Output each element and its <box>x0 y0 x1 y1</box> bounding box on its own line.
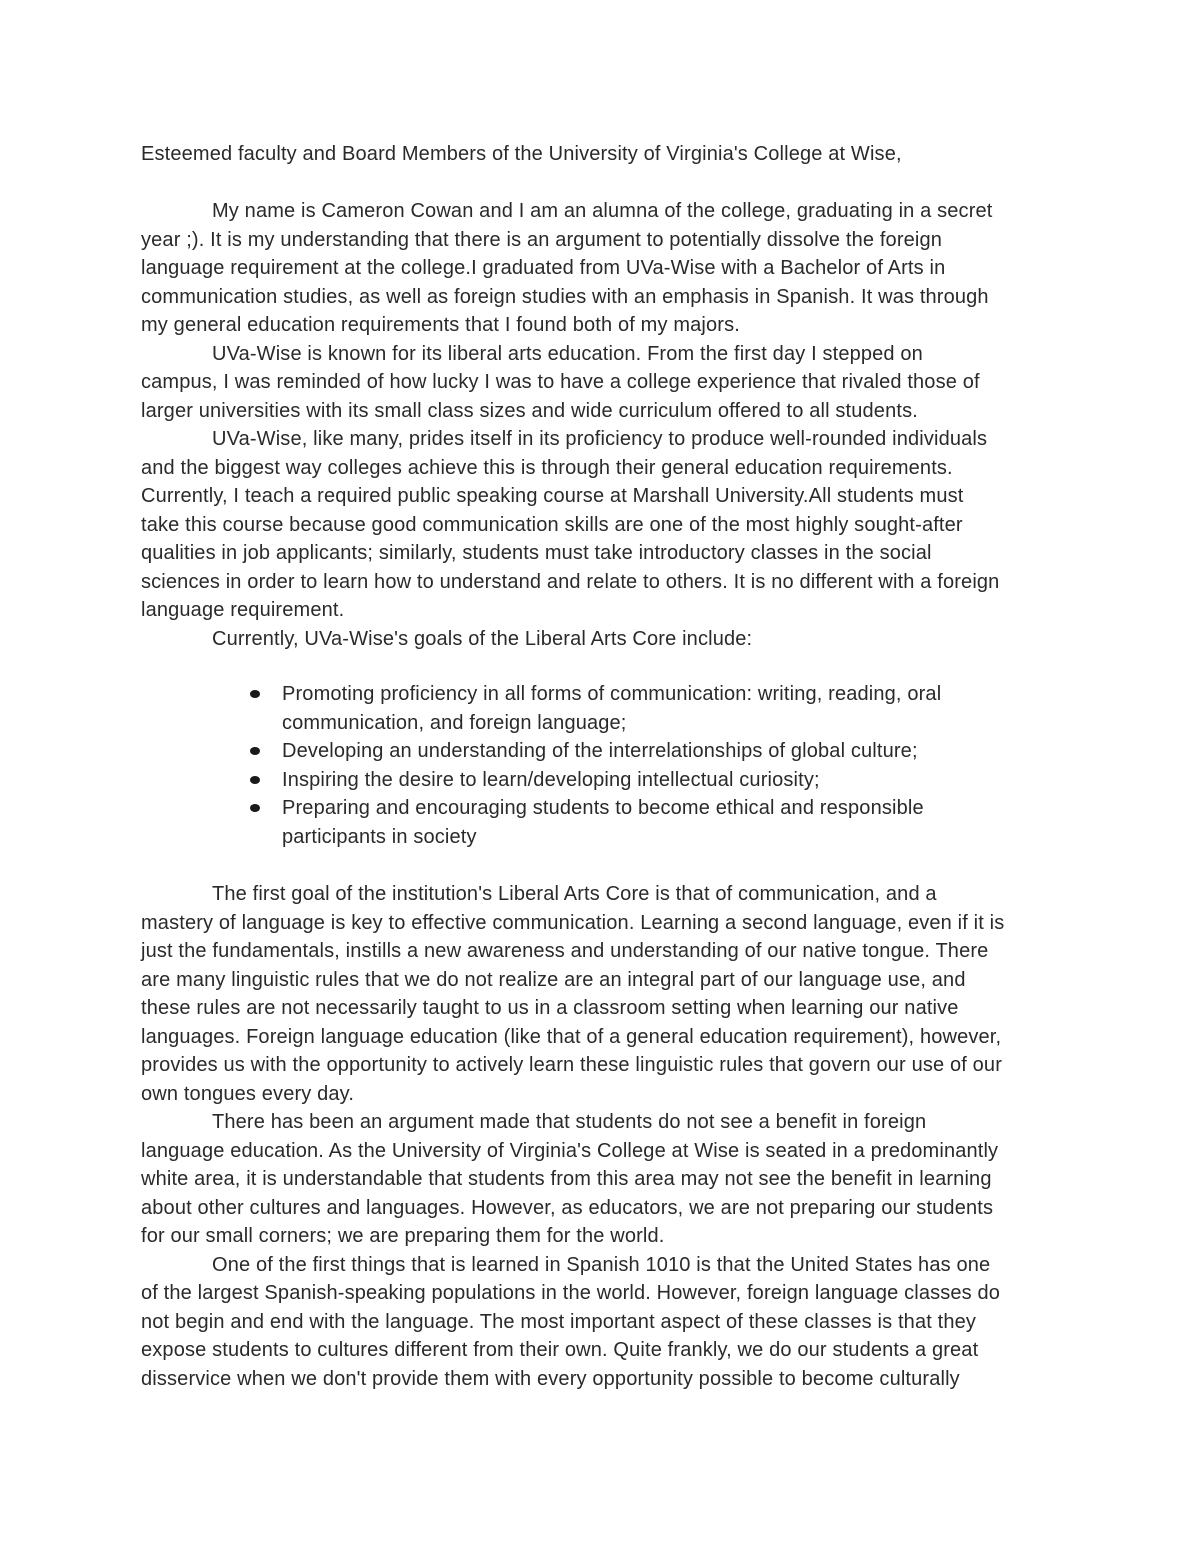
paragraph-liberal-arts: UVa-Wise is known for its liberal arts education. From the first day I stepped on campus, I was reminded of how lucky I was to have a college experience that rivaled those of larger universities with its small class sizes and wide curriculum offered to all students. <box>141 342 980 422</box>
goal-text: Inspiring the desire to learn/developing intellectual curiosity; <box>282 768 820 791</box>
bullet-icon <box>250 690 260 698</box>
goal-text: Promoting proficiency in all forms of communication: writing, reading, oral communication, and foreign language; <box>282 683 942 734</box>
paragraph-argument: There has been an argument made that students do not see a benefit in foreign language education. As the University of Virginia's College at Wise is seated in a predominantly white area, it is understandable that students from this area may not see the benefit in learning about other cultures and languages. However, as educators, we are not preparing our students for our small corners; we are preparing them for the world. <box>141 1111 999 1247</box>
bullet-icon <box>250 776 260 784</box>
list-item <box>246 794 1026 851</box>
paragraph-communication: The first goal of the institution's Liberal Arts Core is that of communication, and a mastery of language is key to effective communication. Learning a second language, even if it is just the fundamentals, instills a new awareness and understanding of our native tongue. There are many linguistic rules that we do not realize are an integral part of our language use, and these rules are not necessarily taught to us in a classroom setting when learning our native languages. Foreign language education (like that of a general education requirement), however, provides us with the opportunity to actively learn these linguistic rules that govern our use of our own tongues every day. <box>141 883 1005 1105</box>
paragraph-well-rounded: UVa-Wise, like many, prides itself in its proficiency to produce well-rounded individuals and the biggest way colleges achieve this is through their general education requirements. Currently, I teach a required public speaking course at Marshall University.All students must take this course because good communication skills are one of the most highly sought-after qualities in job applicants; similarly, students must take introductory classes in the social sciences in order to learn how to understand and relate to others. It is no different with a foreign language requirement. <box>141 428 1000 621</box>
intro-section <box>141 197 1066 653</box>
goals-list <box>246 680 1026 851</box>
goal-text: Preparing and encouraging students to become ethical and responsible participants in society <box>282 797 924 848</box>
paragraph-spanish: One of the first things that is learned in Spanish 1010 is that the United States has one of the largest Spanish-speaking populations in the world. However, foreign language classes do not begin and end with the language. The most important aspect of these classes is that they expose students to cultures different from their own. Quite frankly, we do our students a great disservice when we don't provide them with every opportunity possible to become culturally <box>141 1253 1001 1390</box>
letter-salutation: Esteemed faculty and Board Members of the University of Virginia's College at Wise, <box>141 143 902 165</box>
bullet-icon <box>250 804 260 812</box>
list-item <box>246 680 1026 737</box>
bullet-icon <box>250 747 260 755</box>
paragraph-introduction: My name is Cameron Cowan and I am an alumna of the college, graduating in a secret year ;). It is my understanding that there is an argument to potentially dissolve the foreign language requirement at the college.I graduated from UVa-Wise with a Bachelor of Arts in communication studies, as well as foreign studies with an emphasis in Spanish. It was through my general education requirements that I found both of my majors. <box>141 200 993 336</box>
list-item <box>246 737 1026 766</box>
body-section <box>141 880 1066 1393</box>
goal-text: Developing an understanding of the interrelationships of global culture; <box>282 740 918 762</box>
paragraph-goals-intro: Currently, UVa-Wise's goals of the Liberal Arts Core include: <box>212 627 753 650</box>
list-item <box>246 766 1026 795</box>
